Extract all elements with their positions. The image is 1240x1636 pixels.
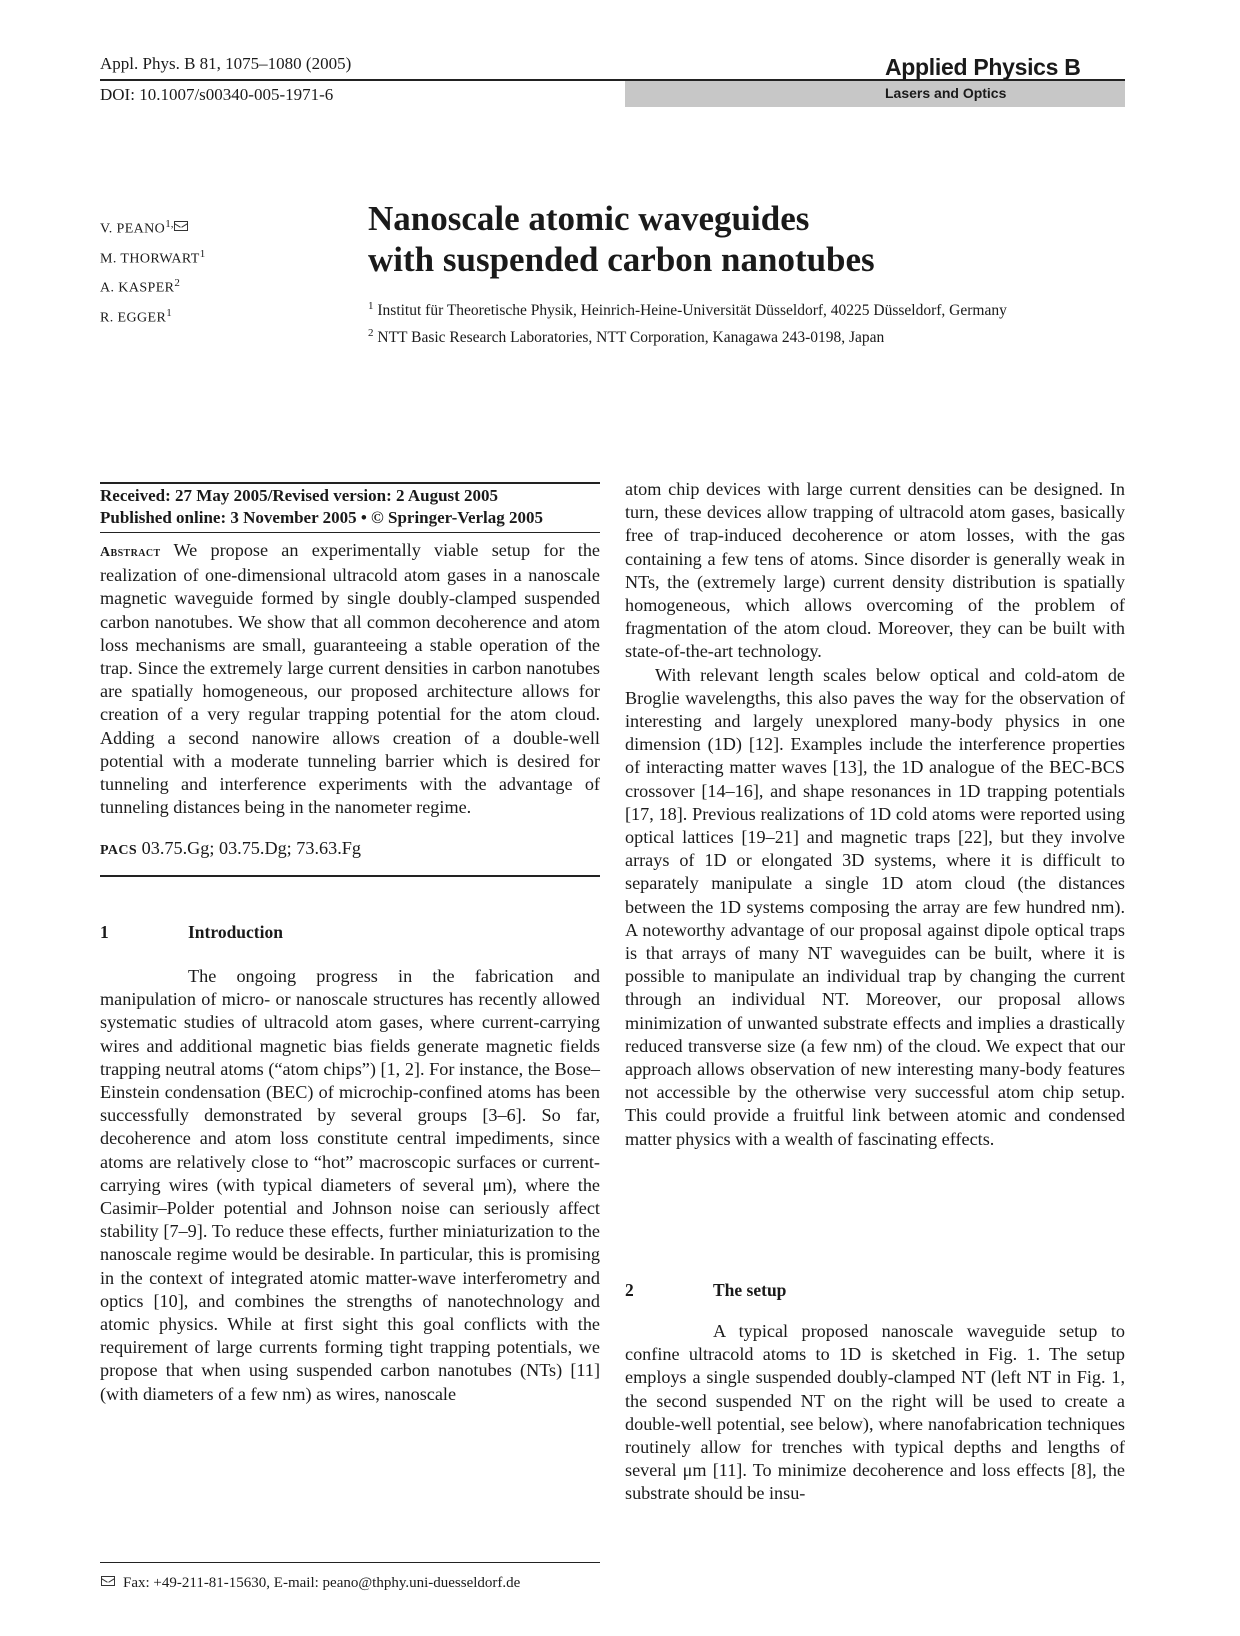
- affiliation-text: NTT Basic Research Laboratories, NTT Corporation, Kanagawa 243-0198, Japan: [377, 329, 885, 347]
- affiliation: [368, 322, 1007, 349]
- author-affil-sup: 1: [199, 247, 206, 260]
- pacs: [100, 837, 600, 862]
- abstract: [100, 539, 600, 819]
- received-bottom-rule: [100, 532, 600, 533]
- section-number: 1: [100, 922, 109, 942]
- author-name: V. PEANO: [100, 221, 166, 237]
- footnote: [100, 1575, 520, 1592]
- paragraph: A typical proposed nanoscale waveguide setup to confine ultracold atoms to 1D is sketched in Fig. 1. The setup employs a single suspended doubly-clamped NT (left NT in Fig. 1, the second suspended NT on the right will be used to create a double-well potential, see below), where nanofabrication techniques routinely allow for trenches with typical depths and lengths of several μm [11]. To minimize decoherence and loss effects [8], the substrate should be insu-: [625, 1321, 1125, 1504]
- section-title: The setup: [713, 1280, 787, 1300]
- abstract-label: Abstract: [100, 545, 161, 560]
- setup-text: [625, 1320, 1125, 1506]
- section-heading-introduction: [100, 922, 283, 943]
- citation: Appl. Phys. B 81, 1075–1080 (2005): [100, 54, 352, 73]
- published-line: Published online: 3 November 2005 • © Springer-Verlag 2005: [100, 508, 544, 527]
- received-dates: [100, 485, 600, 529]
- journal-name: Applied Physics B: [885, 54, 1081, 80]
- author-affil-sup: 1: [166, 306, 172, 319]
- author-affil-sup: 2: [174, 277, 180, 290]
- author-list: [100, 212, 205, 331]
- footnote-text: Fax: +49-211-81-15630, E-mail: peano@thphy.uni-duesseldorf.de: [123, 1575, 521, 1591]
- affiliation: [368, 295, 1007, 322]
- abstract-end-rule: [100, 875, 600, 877]
- section-number: 2: [625, 1280, 634, 1300]
- envelope-icon: [101, 1576, 115, 1586]
- title-line: Nanoscale atomic waveguides: [368, 199, 810, 238]
- pacs-label: PACS: [100, 843, 138, 858]
- pacs-codes: 03.75.Gg; 03.75.Dg; 73.63.Fg: [141, 838, 361, 858]
- title-line: with suspended carbon nanotubes: [368, 240, 875, 279]
- paragraph: With relevant length scales below optical and cold-atom de Broglie wavelengths, this also paves the way for the observation of interesting and largely unexplored many-body physics in one dimension (1D) [12]. Examples include the interference properties of interacting matter waves [13], the 1D analogue of the BEC-BCS crossover [14–16], and shape resonances in 1D trapping potentials [17, 18]. Previous realizations of 1D cold atoms were reported using optical lattices [19–21] and magnetic traps [22], but they involve arrays of 1D or elongated 3D systems, where it is difficult to separately manipulate a single 1D atom cloud (the distances between the 1D systems composing the array are few hundred nm). A noteworthy advantage of our proposal against dipole optical traps is that arrays of many NT waveguides can be built, where it is possible to manipulate an individual trap by changing the current through an individual NT. Moreover, our proposal allows minimization of unwanted substrate effects and implies a drastically reduced transverse size (a few nm) of the cloud. We expect that our approach allows observation of new interesting many-body features not accessible by the otherwise very successful atom chip setup. This could provide a fruitful link between atomic and condensed matter physics with a wealth of fascinating effects.: [625, 664, 1125, 1149]
- paragraph: atom chip devices with large current densities can be designed. In turn, these devices allow trapping of ultracold atom gases, basically free of trap-induced decoherence or atom losses, with the gas containing a few tens of atoms. Since disorder is generally weak in NTs, the (extremely large) current density distribution is spatially homogeneous, which allows overcoming of the problem of fragmentation of the atom cloud. Moreover, they can be built with state-of-the-art technology.: [625, 479, 1125, 662]
- author-name: R. EGGER: [100, 310, 167, 326]
- received-line: Received: 27 May 2005/Revised version: 2 August 2005: [100, 486, 499, 505]
- section-heading-setup: [625, 1280, 786, 1301]
- author-name: M. THORWART: [100, 251, 200, 267]
- journal-subtitle-bar: [625, 81, 1125, 107]
- paper-title: [368, 198, 875, 280]
- author: [100, 242, 205, 272]
- author: [100, 212, 205, 242]
- author: [100, 301, 205, 331]
- affiliation-text: Institut für Theoretische Physik, Heinrich-Heine-Universität Düsseldorf, 40225 Düsseldorf, Germany: [377, 302, 1007, 320]
- author-affil-sup: 1,: [165, 218, 174, 230]
- author-name: A. KASPER: [100, 280, 175, 296]
- abstract-text: We propose an experimentally viable setup for the realization of one-dimensional ultracold atom gases in a nanoscale magnetic waveguide formed by single doubly-clamped suspended carbon nanotubes. We show that all common decoherence and atom loss mechanisms are small, guaranteeing a stable operation of the trap. Since the extremely large current densities in carbon nanotubes are spatially homogeneous, our proposed architecture allows for creation of a very regular trapping potential for the atom cloud. Adding a second nanowire allows creation of a double-well potential with a moderate tunneling barrier which is desired for tunneling and interference experiments with the advantage of tunneling distances being in the nanometer regime.: [100, 540, 601, 818]
- affiliations: [368, 295, 1007, 349]
- affiliation-num: 2: [368, 327, 374, 340]
- author: [100, 271, 205, 301]
- introduction-text: [100, 965, 600, 1406]
- doi: DOI: 10.1007/s00340-005-1971-6: [100, 85, 334, 104]
- footnote-rule: [100, 1562, 600, 1563]
- affiliation-num: 1: [368, 300, 374, 312]
- section-title: Introduction: [188, 922, 283, 942]
- received-top-rule: [100, 482, 600, 484]
- paragraph: The ongoing progress in the fabrication and manipulation of micro- or nanoscale structures has recently allowed systematic studies of ultracold atom gases, where current-carrying wires and additional magnetic bias fields generate magnetic fields trapping neutral atoms (“atom chips”) [1, 2]. For instance, the Bose–Einstein condensation (BEC) of microchip-confined atoms has been successfully demonstrated by several groups [3–6]. So far, decoherence and atom loss constitute central impediments, since atoms are relatively close to “hot” macroscopic surfaces or current-carrying wires (with typical diameters of several μm), where the Casimir–Polder potential and Johnson noise can seriously affect stability [7–9]. To reduce these effects, further miniaturization to the nanoscale regime would be desirable. In particular, this is promising in the context of integrated atomic matter-wave interferometry and optics [10], and combines the strengths of nanotechnology and atomic physics. While at first sight this goal conflicts with the requirement of large currents forming tight trapping potentials, we propose that when using suspended carbon nanotubes (NTs) [11] (with diameters of a few nm) as wires, nanoscale: [100, 966, 600, 1404]
- envelope-icon: [174, 221, 188, 231]
- right-column-text: [625, 478, 1125, 1151]
- journal-subtitle: Lasers and Optics: [885, 85, 1007, 101]
